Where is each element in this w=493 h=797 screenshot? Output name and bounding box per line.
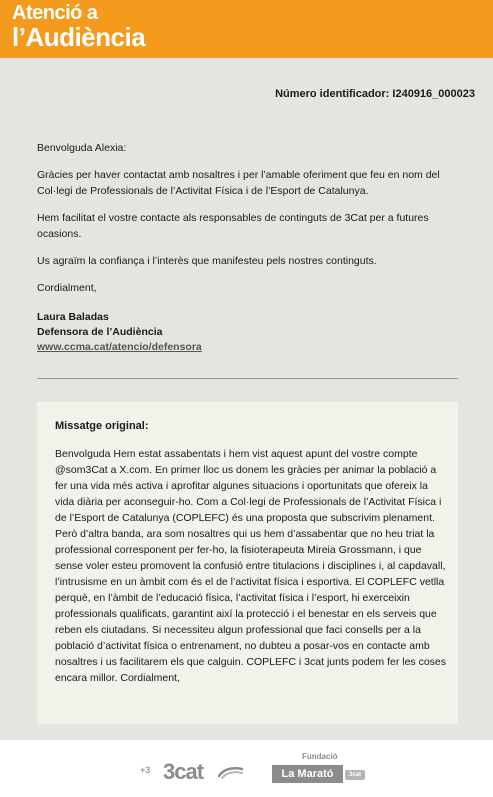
footer xyxy=(0,740,493,797)
original-message-box xyxy=(37,402,458,724)
3cat-small-logo: 3cat xyxy=(345,770,365,780)
letter-paragraph-1: Gràcies per haver contactat amb nosaltres i per l’amable oferiment que feu en nom del Col·legi de Professionals de l’Activitat Física i de l’Esport de Catalunya. xyxy=(37,169,440,197)
signer-role: Defensora de l’Audiència xyxy=(37,326,163,338)
original-message-title: Missatge original: xyxy=(55,420,149,432)
letter-paragraph-3: Us agraïm la confiança i l’interès que manifesteu pels nostres continguts. xyxy=(37,255,377,267)
logo-line-1: Atenció a xyxy=(12,2,98,24)
divider xyxy=(37,378,458,379)
signer-name: Laura Baladas xyxy=(37,311,109,323)
la-marato-logo: La Marató xyxy=(272,765,343,783)
greeting: Benvolguda Alexia: xyxy=(37,142,127,154)
letter-closing: Cordialment, xyxy=(37,282,97,294)
header-banner xyxy=(0,0,493,58)
identifier-number: Número identificador: I240916_000023 xyxy=(275,88,475,100)
letter-paragraph-2: Hem facilitat el vostre contacte als responsables de continguts de 3Cat per a futures ocasions. xyxy=(37,212,429,240)
3cat-swoosh-icon xyxy=(218,764,244,780)
signature xyxy=(37,310,457,355)
original-message-text: Benvolguda Hem estat assabentats i hem vist aquest apunt del vostre compte @som3Cat a X.com. En primer lloc us donem les gràcies per animar la població a fer una vida més activa i aprofitar algunes situacions i oportunitats que ofereix la vida diària per aconseguir-ho. Com a Col·legi de Professionals de l’Activitat Física i de l’Esport de Catalunya (COPLEFC) és una proposta que subscrivim plenament. Però d’altra banda, ara som nosaltres qui us hem d’assabentar que no heu triat la professional corresponent per fer-ho, la fisioterapeuta Mireia Grossmann, i que sense voler esteu promovent la confusió entre titulacions i disciplines i, al capdavall, l’intrusisme en un àmbit com és el de l’activitat física i esportiva. El COPLEFC vetlla perquè, en l’àmbit de l’educació física, l’activitat física i l’esport, hi exerceixin professionals qualificats, garantint així la protecció i el benestar en els serveis que reben els ciutadans. Si necessiteu algun professional que faci consells per a la població d’activitat física o entrenament, no dubteu a posar-vos en contacte amb nosaltres i us facilitarem els que calguin. COPLEFC i 3cat junts podem fer les coses encara millor. Cordialment, xyxy=(55,448,447,684)
response-letter xyxy=(37,140,457,355)
plus3-logo: +3 xyxy=(140,765,151,775)
fundacio-label: Fundació xyxy=(302,752,338,761)
logo-line-2: l’Audiència xyxy=(12,22,146,52)
defensora-link[interactable]: www.ccma.cat/atencio/defensora xyxy=(37,341,202,353)
email-body xyxy=(0,58,493,740)
atencio-audiencia-logo xyxy=(12,2,145,51)
3cat-logo: 3cat xyxy=(163,759,204,784)
